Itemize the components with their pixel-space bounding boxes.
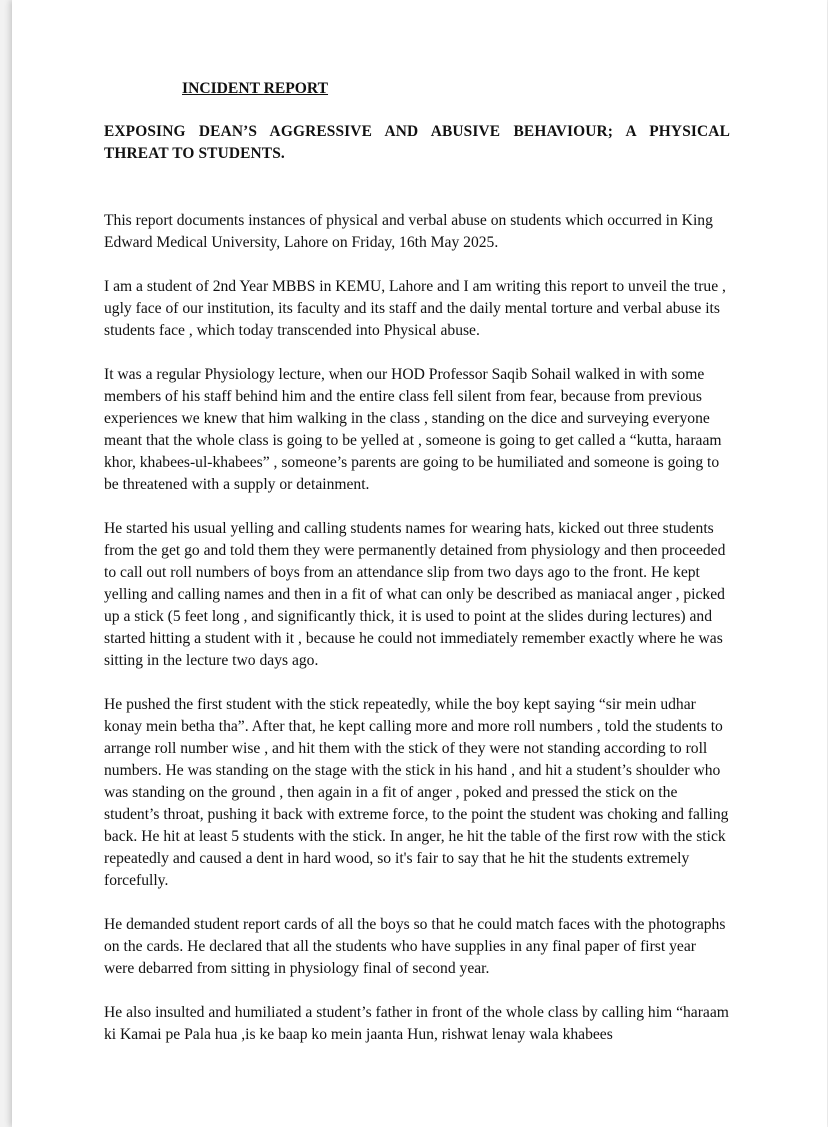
paragraph-physical-abuse: He pushed the first student with the stick repeatedly, while the boy kept saying “sir mein udhar konay mein betha tha”. After that, he kept calling more and more roll numbers , told the students to arrange roll number wise , and hit them with the stick of they were not standing according to roll numbers. He was standing on the stage with the stick in his hand , and hit a student’s shoulder who was standing on the ground , then again in a fit of anger , poked and pressed the stick on the student’s throat, pushing it back with extreme force, to the point the student was choking and falling back. He hit at least 5 students with the stick. In anger, he hit the table of the first row with the stick repeatedly and caused a dent in hard wood, so it's fair to say that he hit the students extremely forcefully. xyxy=(104,696,729,889)
paragraph-lecture-context: It was a regular Physiology lecture, when our HOD Professor Saqib Sohail walked in with some members of his staff behind him and the entire class fell silent from fear, because from previous experiences we knew that him walking in the class , standing on the dice and surveying everyone meant that the whole class is going to be yelled at , someone is going to get called a “kutta, haraam khor, khabees-ul-khabees” , someone’s parents are going to be humiliated and someone is going to be threatened with a supply or detainment. xyxy=(104,366,722,493)
paragraph-incident-summary: This report documents instances of physical and verbal abuse on students which occurred in King Edward Medical University, Lahore on Friday, 16th May 2025. xyxy=(104,212,713,251)
report-label: INCIDENT REPORT xyxy=(182,80,329,97)
report-body xyxy=(104,78,730,1046)
paragraph-father-insult: He also insulted and humiliated a student’s father in front of the whole class by calling him “haraam ki Kamai pe Pala hua ,is ke baap ko mein jaanta Hun, rishwat lenay wala khabees xyxy=(104,1004,729,1043)
paragraph-yelling-and-stick: He started his usual yelling and calling students names for wearing hats, kicked out three students from the get go and told them they were permanently detained from physiology and then proceeded to call out roll numbers of boys from an attendance slip from two days ago to the front. He kept yelling and calling names and then in a fit of what can only be described as maniacal anger , picked up a stick (5 feet long , and significantly thick, it is used to point at the slides during lectures) and started hitting a student with it , because he could not immediately remember exactly where he was sitting in the lecture two days ago. xyxy=(104,520,726,669)
report-paragraphs xyxy=(104,210,730,1046)
paragraph-author-intro: I am a student of 2nd Year MBBS in KEMU, Lahore and I am writing this report to unveil the true , ugly face of our institution, its faculty and its staff and the daily mental torture and verbal abuse its students face , which today transcended into Physical abuse. xyxy=(104,278,726,339)
document-page xyxy=(12,0,827,1127)
paragraph-report-cards: He demanded student report cards of all the boys so that he could match faces with the photographs on the cards. He declared that all the students who have supplies in any final paper of first year were debarred from sitting in physiology final of second year. xyxy=(104,916,726,977)
report-headline: EXPOSING DEAN’S AGGRESSIVE AND ABUSIVE BEHAVIOUR; A PHYSICAL THREAT TO STUDENTS. xyxy=(104,123,730,162)
